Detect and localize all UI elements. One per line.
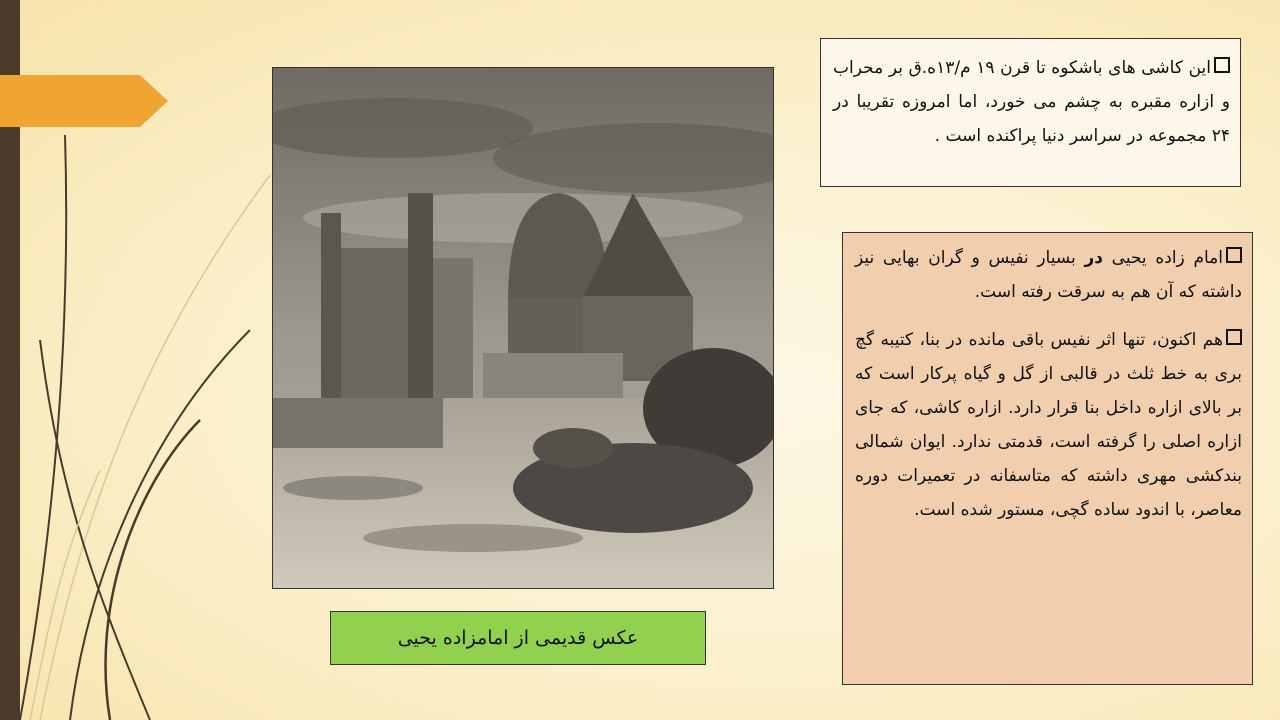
checkbox-bullet-icon — [1226, 247, 1242, 263]
bold-word: در — [1084, 248, 1103, 268]
photo-caption — [330, 611, 706, 665]
info-box-tiles — [820, 38, 1241, 187]
checkbox-bullet-icon — [1226, 329, 1242, 345]
caption-text: عکس قدیمی از امامزاده یحیی — [397, 627, 639, 649]
tiles-paragraph: این کاشی های باشکوه تا قرن ۱۹ م/۱۳ه.ق بر محراب و ازاره مقبره به چشم می خورد، اما امروزه تقریبا در ۲۴ مجموعه در سراسر دنیا پراکنده است . — [833, 58, 1230, 146]
info-box-door-inscription — [842, 232, 1253, 685]
checkbox-bullet-icon — [1214, 57, 1230, 73]
door-paragraph: امام زاده یحیی در بسیار نفیس و گران بهایی نیز داشته که آن هم به سرقت رفته است. — [855, 248, 1242, 302]
old-photo-imamzadeh-yahya — [272, 67, 774, 589]
orange-arrow-tab — [0, 75, 168, 127]
inscription-paragraph: هم اکنون، تنها اثر نفیس باقی مانده در بنا، کتیبه گچ بری به خط ثلث در قالبی از گل و گیاه پرکار است که بر بالای ازاره داخل بنا قرار دارد. ازاره کاشی، که جای ازاره اصلی را گرفته است، قدمتی ندارد. ایوان شمالی بندکشی مهری داشته که متاسفانه در تعمیرات دوره معاصر، با اندود ساده گچی، مستور شده است. — [855, 330, 1242, 520]
